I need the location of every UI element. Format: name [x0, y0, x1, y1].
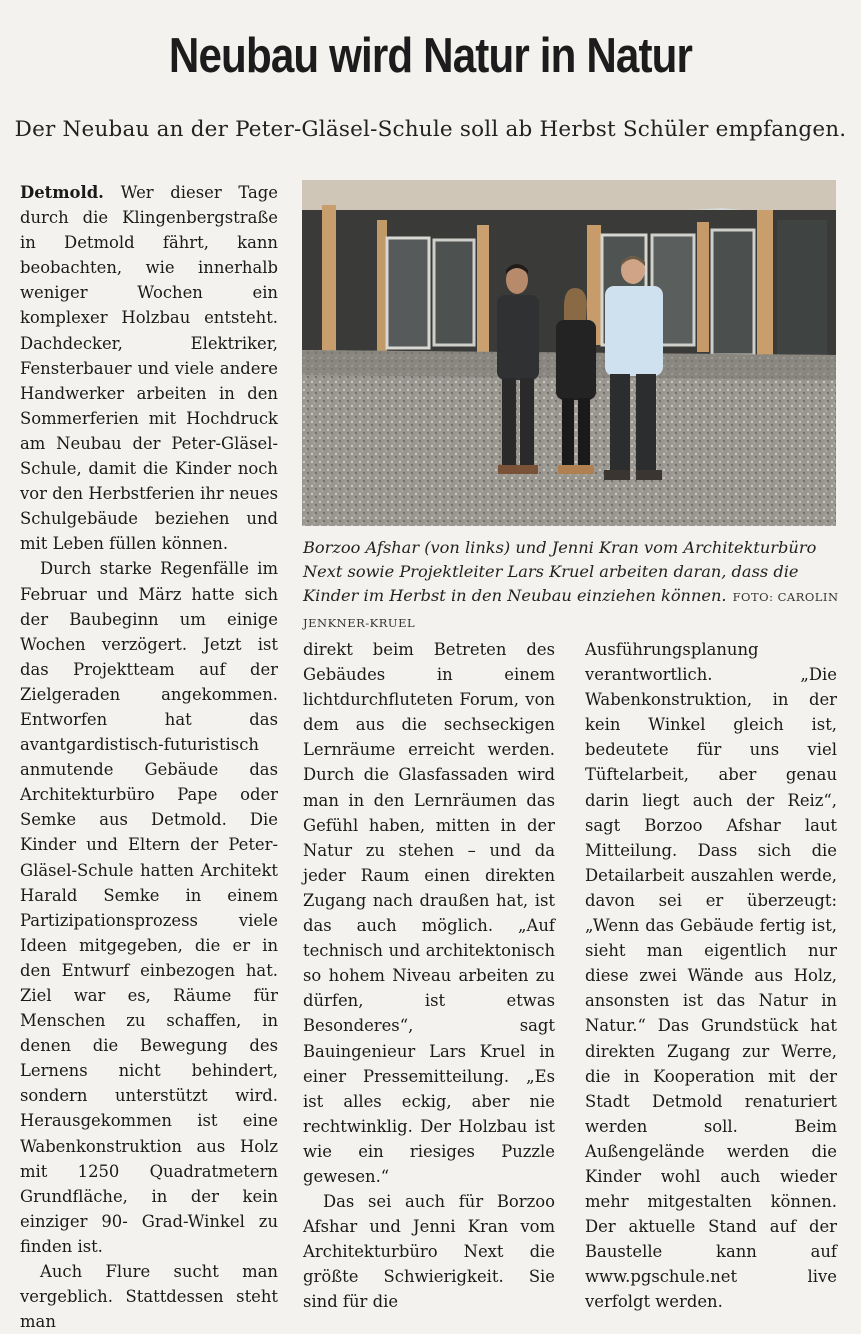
- article-paragraph: direkt beim Betreten des Gebäudes in einem lichtdurchfluteten Forum, von dem aus die sechseckigen Lernräume erreicht werden. Durch die Glasfassaden wird man in den Lernräumen das Gefühl haben, mitten in der Natur zu stehen – und da jeder Raum einen direkten Zugang nach draußen hat, ist das auch möglich. „Auf technisch und architektonisch so hohem Niveau arbeiten zu dürfen, ist etwas Besonderes“, sagt Bauingenieur Lars Kruel in einer Pressemitteilung. „Es ist alles eckig, aber nie rechtwinklig. Der Holzbau ist wie ein riesiges Puzzle gewesen.“: [303, 640, 555, 1186]
- article-paragraph: Auch Flure sucht man vergeblich. Stattdessen steht man: [20, 1262, 278, 1332]
- caption-text: Borzoo Afshar (von links) und Jenni Kran vom Architekturbüro Next sowie Projektleiter Lars Kruel arbeiten daran, dass die Kinder im Herbst in den Neubau einziehen können.: [303, 538, 817, 606]
- paragraph-text: Wer dieser Tage durch die Klingenbergstraße in Detmold fährt, kann beobachten, wie innerhalb weniger Wochen ein komplexer Holzbau entsteht. Dachdecker, Elektriker, Fensterbauer und viele andere Handwerker arbeiten in den Sommerferien mit Hochdruck am Neubau der Peter-Gläsel-Schule, damit die Kinder noch vor den Herbstferien ihr neues Schulgebäude beziehen und mit Leben füllen können.: [20, 183, 278, 554]
- article-paragraph: Ausführungsplanung verantwortlich. „Die Wabenkonstruktion, in der kein Winkel gleich ist, bedeutete für uns viel Tüftelarbeit, aber genau darin liegt auch der Reiz“, sagt Borzoo Afshar laut Mitteilung. Dass sich die Detailarbeit auszahlen werde, davon sei er überzeugt: „Wenn das Gebäude fertig ist, sieht man eigentlich nur diese zwei Wände aus Holz, ansonsten ist das Natur in Natur.“ Das Grundstück hat direkten Zugang zur Werre, die in Kooperation mit der Stadt Detmold renaturiert werden soll. Beim Außengelände werden die Kinder wohl auch wieder mehr mitgestalten können. Der aktuelle Stand auf der Baustelle kann auf www.pgschule.net live verfolgt werden.: [585, 640, 837, 1312]
- dateline: Detmold.: [20, 183, 104, 202]
- article-column-3: [585, 637, 837, 1315]
- article-paragraph: [20, 180, 278, 556]
- article-column-1: [20, 180, 278, 1334]
- photo-caption: [303, 536, 843, 635]
- photo-credit: FOTO: CAROLIN JENKNER-KRUEL: [303, 590, 839, 630]
- article-column-2: [303, 637, 555, 1315]
- article-photo: [302, 180, 836, 526]
- construction-site-photo: [302, 180, 836, 526]
- article-paragraph: Das sei auch für Borzoo Afshar und Jenni Kran vom Architekturbüro Next die größte Schwierigkeit. Sie sind für die: [303, 1192, 555, 1312]
- subheadline: Der Neubau an der Peter-Gläsel-Schule soll ab Herbst Schüler empfangen.: [14, 117, 847, 142]
- headline: Neubau wird Natur in Natur: [168, 29, 693, 83]
- article-paragraph: Durch starke Regenfälle im Februar und März hatte sich der Baubeginn um einige Wochen verzögert. Jetzt ist das Projektteam auf der Zielgeraden angekommen. Entworfen hat das avantgardistisch-futuristisch anmutende Gebäude das Architekturbüro Pape oder Semke aus Detmold. Die Kinder und Eltern der Peter-Gläsel-Schule hatten Architekt Harald Semke in einem Partizipationsprozess viele Ideen mitgegeben, die er in den Entwurf einbezogen hat. Ziel war es, Räume für Menschen zu schaffen, in denen die Bewegung des Lernens nicht behindert, sondern unterstützt wird. Herausgekommen ist eine Wabenkonstruktion aus Holz mit 1250 Quadratmetern Grundfläche, in der kein einziger 90- Grad-Winkel zu finden ist.: [20, 559, 278, 1256]
